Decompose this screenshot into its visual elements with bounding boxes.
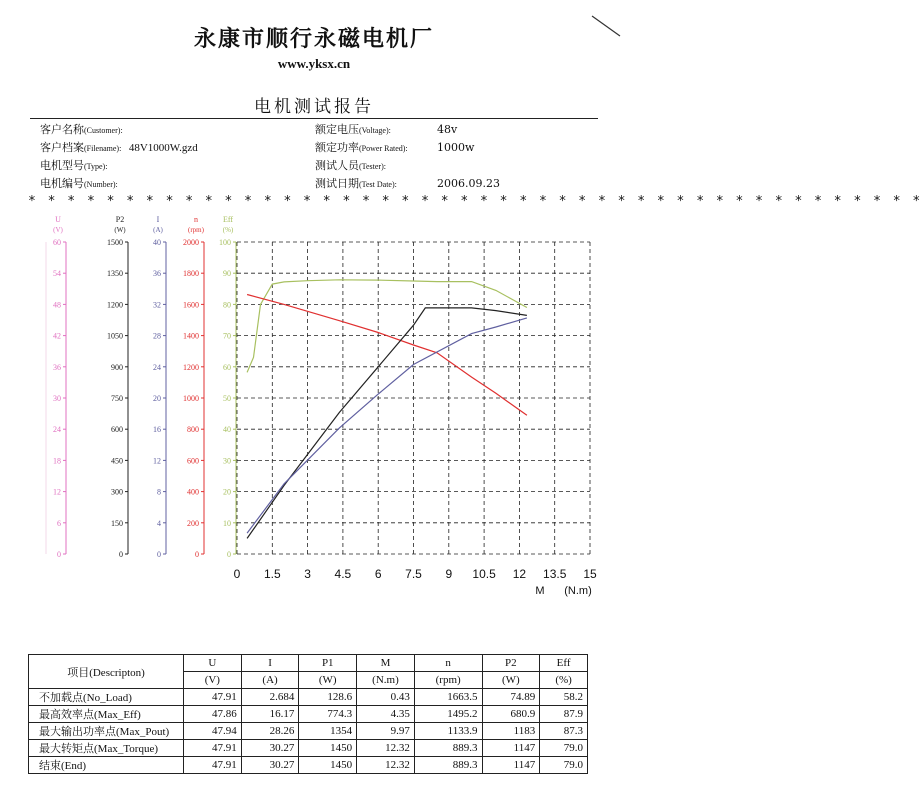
info-type xyxy=(40,157,107,176)
power-value: 1000w xyxy=(437,141,475,154)
company-name: 永康市顺行永磁电机厂 xyxy=(193,26,434,52)
table-cell: 128.6 xyxy=(299,689,357,706)
table-cell: 47.94 xyxy=(184,723,242,740)
table-cell: 16.17 xyxy=(241,706,299,723)
table-cell: 774.3 xyxy=(299,706,357,723)
y-axes xyxy=(46,215,236,559)
table-row xyxy=(29,740,588,757)
tick-label-U: 54 xyxy=(53,269,61,279)
column-unit: (N.m) xyxy=(357,672,415,689)
table-cell: 58.2 xyxy=(540,689,588,706)
table-cell: 79.0 xyxy=(540,757,588,774)
table-cell: 87.3 xyxy=(540,723,588,740)
tick-label-Eff: 0 xyxy=(227,550,231,559)
tick-label-n: 1600 xyxy=(183,300,199,310)
tick-label-U: 18 xyxy=(53,456,61,466)
tick-label-n: 800 xyxy=(187,425,199,435)
tick-label-I: 8 xyxy=(157,487,161,497)
column-header: U xyxy=(184,655,242,672)
info-tester xyxy=(315,157,386,176)
column-header: I xyxy=(241,655,299,672)
tester-label: 测试人员 xyxy=(315,159,359,172)
tick-label-I: 12 xyxy=(153,456,161,466)
table-cell: 2.684 xyxy=(241,689,299,706)
tick-label-n: 200 xyxy=(187,518,199,528)
table-cell: 74.89 xyxy=(482,689,540,706)
tick-label-Eff: 40 xyxy=(223,425,231,435)
tick-label-U: 60 xyxy=(53,238,61,247)
tick-label-P2: 900 xyxy=(111,362,123,372)
x-tick-label: 6 xyxy=(374,567,382,581)
column-header: P2 xyxy=(482,655,540,672)
type-sub: (Type): xyxy=(84,162,108,171)
tick-label-n: 1000 xyxy=(183,394,199,403)
table-cell: 30.27 xyxy=(241,757,299,774)
x-axis xyxy=(234,567,597,597)
column-unit: (rpm) xyxy=(414,672,482,689)
tick-label-n: 0 xyxy=(195,550,199,559)
tick-label-Eff: 80 xyxy=(223,300,231,310)
table-cell: 9.97 xyxy=(357,723,415,740)
x-axis-unit: (N.m) xyxy=(564,585,592,597)
axis-unit-I: (A) xyxy=(153,226,163,234)
tick-label-Eff: 60 xyxy=(223,362,231,372)
tick-label-n: 400 xyxy=(187,487,199,497)
axis-unit-P2: (W) xyxy=(114,226,126,234)
info-voltage xyxy=(315,121,391,140)
chart-grid xyxy=(237,242,590,554)
tick-label-P2: 450 xyxy=(111,456,123,466)
tick-label-n: 2000 xyxy=(183,238,199,247)
filename-label: 客户档案 xyxy=(40,141,84,154)
table-cell: 47.91 xyxy=(184,757,242,774)
axis-unit-n: (rpm) xyxy=(188,226,204,234)
table-cell: 47.91 xyxy=(184,689,242,706)
info-power xyxy=(315,139,408,158)
table-cell: 0.43 xyxy=(357,689,415,706)
tick-label-P2: 1050 xyxy=(107,331,123,341)
info-date xyxy=(315,175,397,194)
star-separator: * * * * * * * * * * * * * * * * * * * * * * * * * * * * * * * * * * * * * * * * * * * * * * xyxy=(28,194,922,209)
table-row xyxy=(29,689,588,706)
table-cell: 680.9 xyxy=(482,706,540,723)
report-title: 电机测试报告 xyxy=(254,97,374,117)
number-label: 电机编号 xyxy=(40,177,84,190)
tick-label-Eff: 90 xyxy=(223,269,231,279)
table-cell: 4.35 xyxy=(357,706,415,723)
tick-label-P2: 1350 xyxy=(107,269,123,279)
tick-label-Eff: 70 xyxy=(223,331,231,341)
column-header: P1 xyxy=(299,655,357,672)
column-header: n xyxy=(414,655,482,672)
tick-label-Eff: 20 xyxy=(223,487,231,497)
tick-label-I: 16 xyxy=(153,425,161,435)
x-tick-label: 9 xyxy=(445,567,453,581)
tick-label-I: 24 xyxy=(153,362,161,372)
tick-label-n: 1400 xyxy=(183,331,199,341)
row-label: 最大输出功率点(Max_Pout) xyxy=(29,723,184,740)
tick-label-I: 20 xyxy=(153,394,161,403)
power-label: 额定功率 xyxy=(315,141,359,154)
customer-label: 客户名称 xyxy=(40,123,84,136)
tick-label-U: 0 xyxy=(57,550,61,559)
series-line-n xyxy=(247,295,527,416)
tick-label-U: 12 xyxy=(53,487,61,497)
tick-label-I: 0 xyxy=(157,550,161,559)
x-tick-label: 1.5 xyxy=(263,567,281,581)
info-customer xyxy=(40,121,123,140)
type-label: 电机型号 xyxy=(40,159,84,172)
table-cell: 1183 xyxy=(482,723,540,740)
info-number xyxy=(40,175,118,194)
table-cell: 1147 xyxy=(482,757,540,774)
x-tick-label: 0 xyxy=(233,567,241,581)
performance-chart xyxy=(0,208,628,608)
x-tick-label: 15 xyxy=(583,567,597,581)
power-sub: (Power Rated): xyxy=(359,144,408,153)
axis-name-P2: P2 xyxy=(115,215,125,224)
table-cell: 1354 xyxy=(299,723,357,740)
series-line-P2 xyxy=(247,308,527,539)
column-unit: (%) xyxy=(540,672,588,689)
tick-label-U: 36 xyxy=(53,362,61,372)
table-cell: 1147 xyxy=(482,740,540,757)
info-filename xyxy=(40,139,198,158)
table-cell: 79.0 xyxy=(540,740,588,757)
table-cell: 889.3 xyxy=(414,740,482,757)
series-line-I xyxy=(247,318,527,533)
tick-label-P2: 600 xyxy=(111,425,123,435)
tick-label-I: 32 xyxy=(153,300,161,310)
tick-label-P2: 1500 xyxy=(107,238,123,247)
tick-label-Eff: 30 xyxy=(223,456,231,466)
voltage-sub: (Voltage): xyxy=(359,126,391,135)
series-line-Eff xyxy=(247,280,527,373)
axis-name-n: n xyxy=(194,215,198,224)
tick-label-P2: 750 xyxy=(111,394,123,403)
tick-label-P2: 300 xyxy=(111,487,123,497)
table-cell: 12.32 xyxy=(357,757,415,774)
row-label: 最大转矩点(Max_Torque) xyxy=(29,740,184,757)
x-tick-label: 3 xyxy=(304,567,311,581)
x-tick-label: 13.5 xyxy=(543,567,567,581)
x-tick-label: 10.5 xyxy=(472,567,496,581)
table-cell: 1450 xyxy=(299,740,357,757)
row-label: 最高效率点(Max_Eff) xyxy=(29,706,184,723)
filename-sub: (Filename): xyxy=(84,144,122,153)
x-tick-label: 12 xyxy=(512,567,527,581)
tick-label-U: 6 xyxy=(57,518,61,528)
tick-label-I: 40 xyxy=(153,238,161,247)
title-divider xyxy=(30,118,598,119)
header-description: 项目(Descripton) xyxy=(29,655,184,689)
axis-name-I: I xyxy=(156,215,160,224)
column-header: M xyxy=(357,655,415,672)
tick-label-Eff: 10 xyxy=(223,518,231,528)
table-cell: 47.86 xyxy=(184,706,242,723)
tick-label-U: 42 xyxy=(53,331,61,341)
date-sub: (Test Date): xyxy=(359,180,397,189)
tick-label-U: 30 xyxy=(53,394,61,403)
tick-label-n: 1200 xyxy=(183,362,199,372)
tick-label-P2: 1200 xyxy=(107,300,123,310)
x-tick-label: 4.5 xyxy=(334,567,352,581)
table-cell: 47.91 xyxy=(184,740,242,757)
axis-unit-U: (V) xyxy=(53,226,63,234)
table-cell: 28.26 xyxy=(241,723,299,740)
table-cell: 1495.2 xyxy=(414,706,482,723)
website: www.yksx.cn xyxy=(277,56,351,71)
number-sub: (Number): xyxy=(84,180,118,189)
table-row xyxy=(29,706,588,723)
column-header: Eff xyxy=(540,655,588,672)
axis-name-Eff: Eff xyxy=(222,215,234,224)
voltage-label: 额定电压 xyxy=(315,123,359,136)
tick-label-I: 28 xyxy=(153,331,161,341)
axis-unit-Eff: (%) xyxy=(222,226,234,234)
tick-label-I: 36 xyxy=(153,269,161,279)
table-cell: 12.32 xyxy=(357,740,415,757)
table-cell: 1663.5 xyxy=(414,689,482,706)
tick-label-P2: 0 xyxy=(119,550,123,559)
tick-label-I: 4 xyxy=(157,518,161,528)
tick-label-U: 48 xyxy=(53,300,61,310)
table-row xyxy=(29,757,588,774)
tester-sub: (Tester): xyxy=(359,162,386,171)
tick-label-P2: 150 xyxy=(111,518,123,528)
tick-label-U: 24 xyxy=(53,425,61,435)
date-label: 测试日期 xyxy=(315,177,359,190)
tick-label-n: 600 xyxy=(187,456,199,466)
row-label: 结束(End) xyxy=(29,757,184,774)
voltage-value: 48v xyxy=(437,123,458,136)
x-axis-label: M xyxy=(535,585,545,597)
tick-label-Eff: 50 xyxy=(223,394,231,403)
axis-name-U: U xyxy=(55,215,61,224)
table-cell: 1450 xyxy=(299,757,357,774)
column-unit: (V) xyxy=(184,672,242,689)
column-unit: (W) xyxy=(299,672,357,689)
table-cell: 30.27 xyxy=(241,740,299,757)
column-unit: (A) xyxy=(241,672,299,689)
tick-label-Eff: 100 xyxy=(219,238,231,247)
row-label: 不加载点(No_Load) xyxy=(29,689,184,706)
table-cell: 889.3 xyxy=(414,757,482,774)
results-table xyxy=(28,654,588,774)
table-row xyxy=(29,723,588,740)
table-header-row xyxy=(29,655,588,672)
customer-sub: (Customer): xyxy=(84,126,123,135)
x-tick-label: 7.5 xyxy=(405,567,422,581)
tick-label-n: 1800 xyxy=(183,269,199,279)
date-value: 2006.09.23 xyxy=(437,177,500,190)
table-cell: 1133.9 xyxy=(414,723,482,740)
chart-series xyxy=(247,280,527,539)
table-cell: 87.9 xyxy=(540,706,588,723)
column-unit: (W) xyxy=(482,672,540,689)
filename-value: 48V1000W.gzd xyxy=(128,142,198,154)
